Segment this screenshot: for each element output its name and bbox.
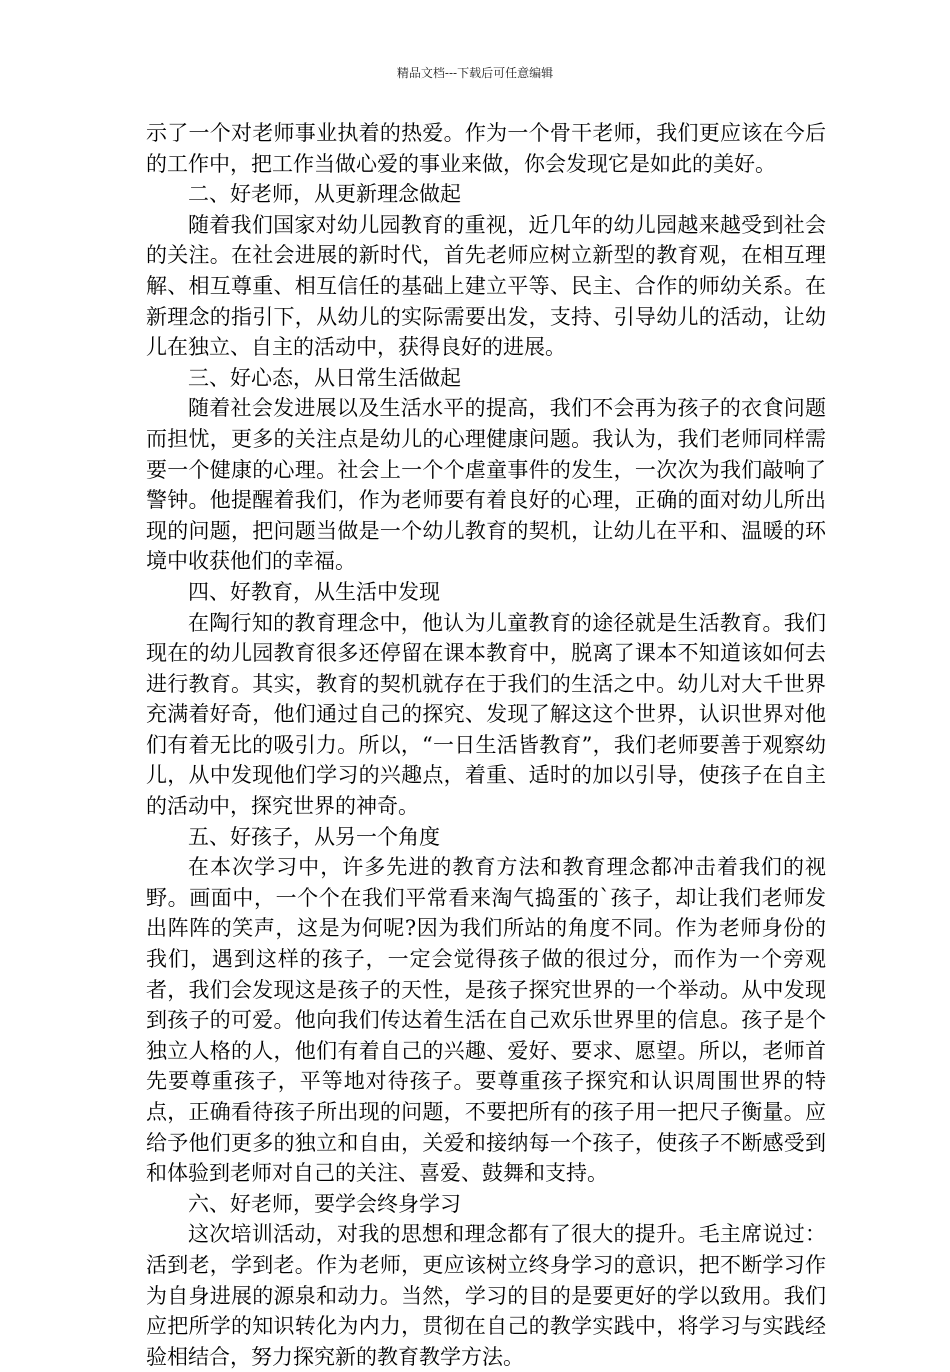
paragraph-section-4: 在陶行知的教育理念中，他认为儿童教育的途径就是生活教育。我们现在的幼儿园教育很多还停留在课本教育中，脱离了课本不知道该如何去进行教育。其实，教育的契机就存在于我们的生活之中。幼儿对大千世界充满着好奇，他们通过自己的探究、发现了解这这个世界，认识世界对他们有着无比的吸引力。所以，“一日生活皆教育”，我们老师要善于观察幼儿，从中发现他们学习的兴趣点，着重、适时的加以引导，使孩子在自主的活动中，探究世界的神奇。 — [146, 610, 826, 819]
section-heading-5: 五、好孩子，从另一个角度 — [188, 824, 440, 849]
paragraph-intro-continuation: 示了一个对老师事业执着的热爱。作为一个骨干老师，我们更应该在今后的工作中，把工作当做心爱的事业来做，你会发现它是如此的美好。 — [146, 121, 826, 176]
section-heading-2: 二、好老师，从更新理念做起 — [188, 182, 461, 207]
paragraph-section-6: 这次培训活动，对我的思想和理念都有了很大的提升。毛主席说过：活到老，学到老。作为老师，更应该树立终身学习的意识，把不断学习作为自身进展的源泉和动力。当然，学习的目的是要更好的学以致用。我们应把所学的知识转化为内力，贯彻在自己的教学实践中，将学习与实践经验相结合，努力探究新的教育教学方法。 — [146, 1222, 826, 1369]
section-heading-3: 三、好心态，从日常生活做起 — [188, 365, 461, 390]
paragraph-section-3: 随着社会发进展以及生活水平的提高，我们不会再为孩子的衣食问题而担忧，更多的关注点是幼儿的心理健康问题。我认为，我们老师同样需要一个健康的心理。社会上一个个虐童事件的发生，一次次为我们敲响了警钟。他提醒着我们，作为老师要有着良好的心理，正确的面对幼儿所出现的问题，把问题当做是一个幼儿教育的契机，让幼儿在平和、温暖的环境中收获他们的幸福。 — [146, 396, 826, 574]
section-heading-4: 四、好教育，从生活中发现 — [188, 579, 440, 604]
paragraph-section-2: 随着我们国家对幼儿园教育的重视，近几年的幼儿园越来越受到社会的关注。在社会进展的新时代，首先老师应树立新型的教育观，在相互理解、相互尊重、相互信任的基础上建立平等、民主、合作的师幼关系。在新理念的指引下，从幼儿的实际需要出发，支持、引导幼儿的活动，让幼儿在独立、自主的活动中，获得良好的进展。 — [146, 212, 826, 360]
section-heading-6: 六、好老师，要学会终身学习 — [188, 1191, 461, 1216]
document-body — [146, 118, 826, 1372]
page-header: 精品文档---下载后可任意编辑 — [396, 66, 554, 80]
paragraph-section-5: 在本次学习中，许多先进的教育方法和教育理念都冲击着我们的视野。画面中，一个个在我们平常看来淘气捣蛋的`孩子，却让我们老师发出阵阵的笑声，这是为何呢?因为我们所站的角度不同。作为老师身份的我们，遇到这样的孩子，一定会觉得孩子做的很过分，而作为一个旁观者，我们会发现这是孩子的天性，是孩子探究世界的一个举动。从中发现到孩子的可爱。他向我们传达着生活在自己欢乐世界里的信息。孩子是个独立人格的人，他们有着自己的兴趣、爱好、要求、愿望。所以，老师首先要尊重孩子，平等地对待孩子。要尊重孩子探究和认识周围世界的特点，正确看待孩子所出现的问题，不要把所有的孩子用一把尺子衡量。应给予他们更多的独立和自由，关爱和接纳每一个孩子，使孩子不断感受到和体验到老师对自己的关注、喜爱、鼓舞和支持。 — [146, 855, 826, 1186]
